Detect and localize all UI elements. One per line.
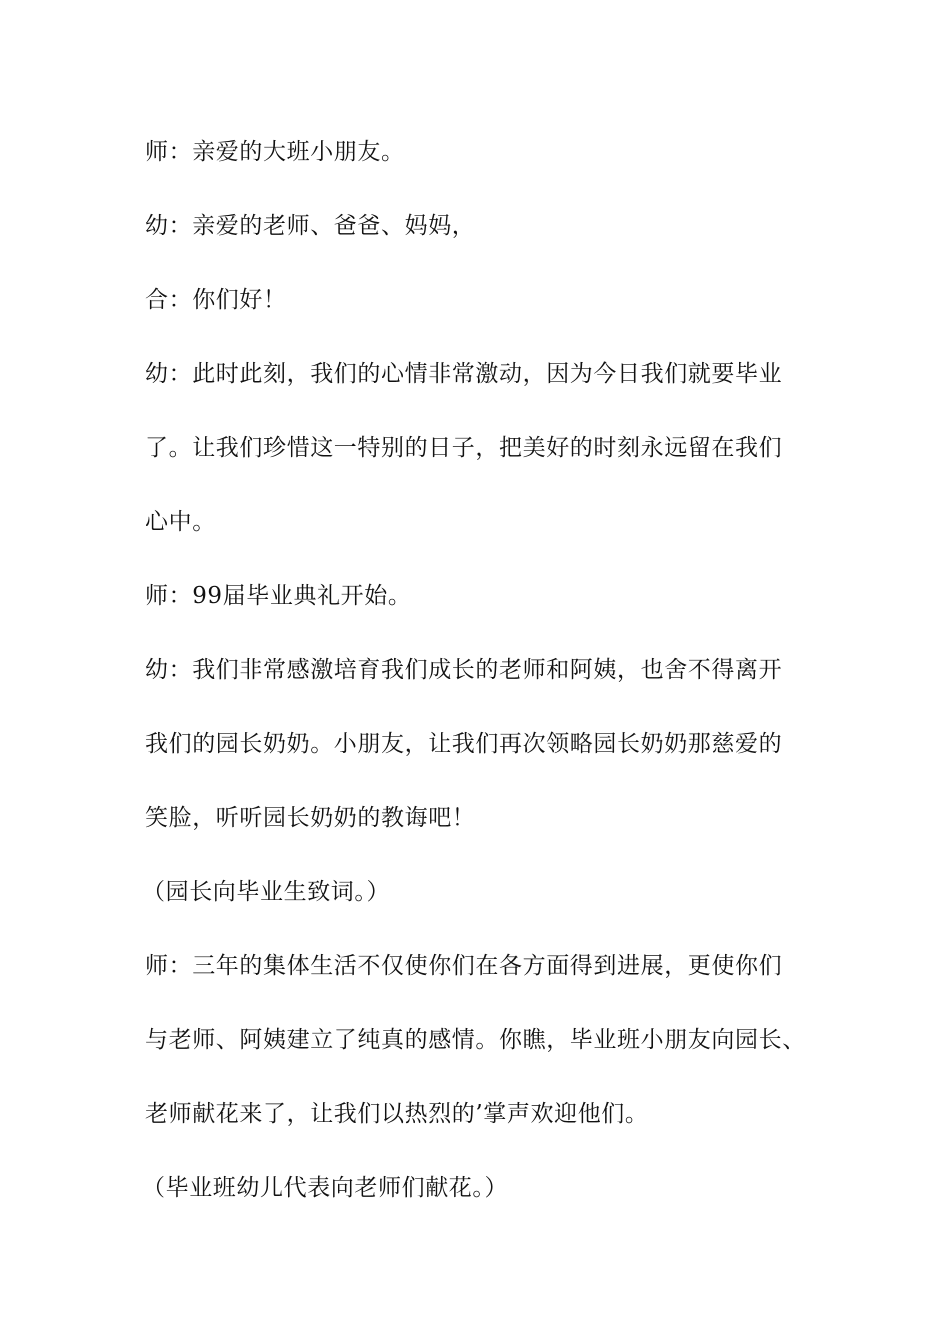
text-line: 师：三年的集体生活不仅使你们在各方面得到进展，更使你们 (145, 953, 783, 979)
text-line: 幼：此时此刻，我们的心情非常激动，因为今日我们就要毕业 (145, 361, 783, 387)
text-line: 师：亲爱的大班小朋友。 (145, 139, 405, 165)
stage-direction: （园长向毕业生致词。） (142, 879, 391, 905)
text-line: 我们的园长奶奶。小朋友，让我们再次领略园长奶奶那慈爱的 (145, 731, 783, 757)
text-line: 老师献花来了，让我们以热烈的’掌声欢迎他们。 (145, 1101, 649, 1127)
text-line: 幼：我们非常感激培育我们成长的老师和阿姨，也舍不得离开 (145, 657, 783, 683)
text-line: 合：你们好！ (145, 287, 287, 313)
text-line: 了。让我们珍惜这一特别的日子，把美好的时刻永远留在我们 (145, 435, 783, 461)
text-line: 与老师、阿姨建立了纯真的感情。你瞧，毕业班小朋友向园长、 (145, 1027, 806, 1053)
text-line: 笑脸，听听园长奶奶的教诲吧！ (145, 805, 476, 831)
text-line: 师：99届毕业典礼开始。 (145, 583, 412, 609)
text-line: 幼：亲爱的老师、爸爸、妈妈， (145, 213, 476, 239)
stage-direction: （毕业班幼儿代表向老师们献花。） (142, 1175, 509, 1201)
text-line: 心中。 (145, 509, 216, 535)
